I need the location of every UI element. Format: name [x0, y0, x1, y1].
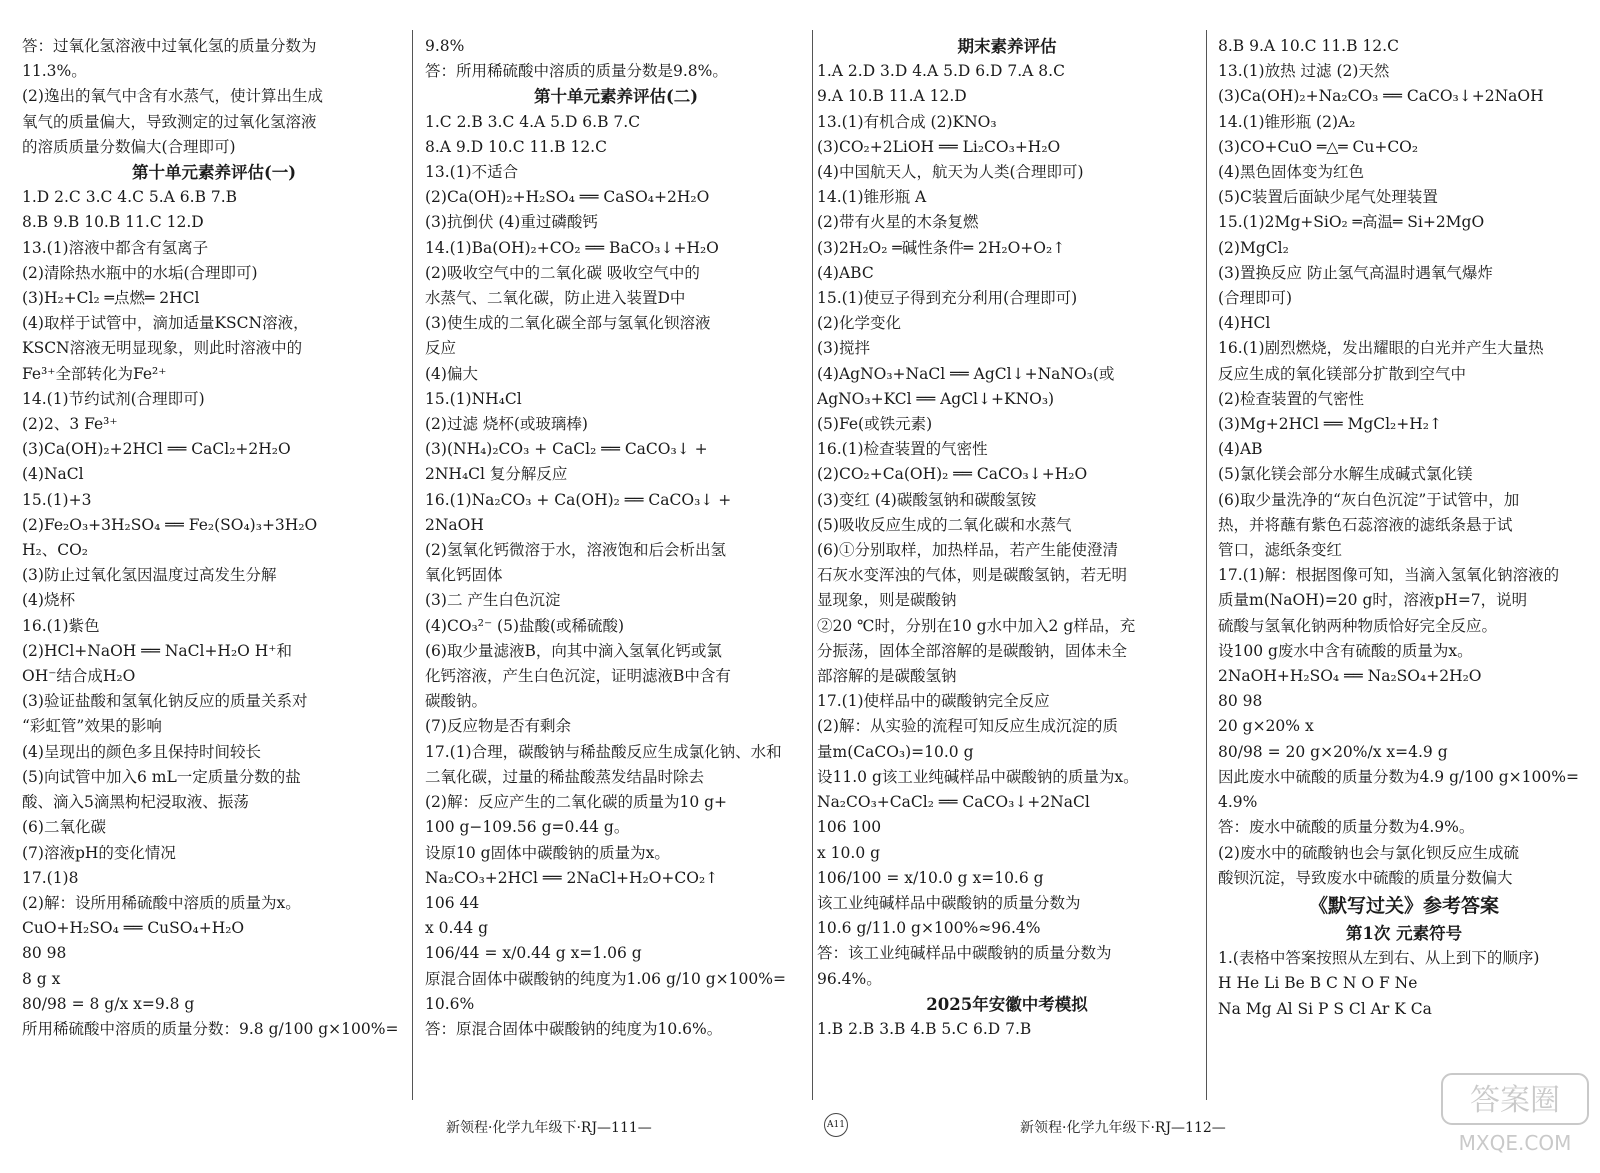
- answer-line: 80/98 = 20 g×20%/x x=4.9 g: [1218, 742, 1448, 761]
- answer-line: 20 g×20% x: [1218, 717, 1314, 736]
- section-heading: 第1次 元素符号: [1345, 923, 1463, 943]
- answer-line: 答：所用稀硫酸中溶质的质量分数是9.8%。: [425, 62, 728, 81]
- answer-line: (2)解：反应产生的二氧化碳的质量为10 g+: [425, 793, 728, 812]
- answer-line: 酸、滴入5滴黑枸杞浸取液、振荡: [22, 793, 249, 812]
- answer-line: (2)化学变化: [817, 314, 901, 333]
- answer-line: 答：原混合固体中碳酸钠的纯度为10.6%。: [425, 1019, 723, 1038]
- column-divider: [812, 30, 813, 1100]
- answer-line: 13.(1)有机合成 (2)KNO₃: [817, 112, 997, 131]
- answer-line: 2NH₄Cl 复分解反应: [425, 465, 568, 484]
- answer-line: 14.(1)Ba(OH)₂+CO₂ ══ BaCO₃↓+H₂O: [425, 238, 719, 257]
- answer-line: (4)HCl: [1218, 314, 1271, 333]
- answer-line: 13.(1)溶液中都含有氢离子: [22, 238, 209, 257]
- answer-line: 1.B 2.B 3.B 4.B 5.C 6.D 7.B: [817, 1019, 1032, 1038]
- answer-line: 该工业纯碱样品中碳酸钠的质量分数为: [817, 893, 1081, 912]
- answer-line: (2)过滤 烧杯(或玻璃棒): [425, 415, 588, 434]
- answer-line: (5)Fe(或铁元素): [817, 415, 933, 434]
- answer-line: (4)CO₃²⁻ (5)盐酸(或稀硫酸): [425, 616, 625, 635]
- page-badge: A11: [824, 1113, 848, 1137]
- answer-line: (2)Fe₂O₃+3H₂SO₄ ══ Fe₂(SO₄)₃+3H₂O: [22, 515, 318, 534]
- answer-line: 80/98 = 8 g/x x=9.8 g: [22, 994, 195, 1013]
- answer-line: (6)取少量滤液B，向其中滴入氢氧化钙或氯: [425, 641, 722, 660]
- answer-line: (4)取样于试管中，滴加适量KSCN溶液，: [22, 314, 309, 333]
- answer-line: 17.(1)使样品中的碳酸钠完全反应: [817, 692, 1050, 711]
- answer-line: (6)①分别取样，加热样品，若产生能使澄清: [817, 541, 1118, 560]
- answer-line: (4)偏大: [425, 364, 478, 383]
- answer-line: CuO+H₂SO₄ ══ CuSO₄+H₂O: [22, 919, 245, 938]
- answer-line: 13.(1)不适合: [425, 163, 519, 182]
- answer-line: (2)吸收空气中的二氧化碳 吸收空气中的: [425, 263, 700, 282]
- answer-line: 10.6 g/11.0 g×100%≈96.4%: [817, 919, 1041, 938]
- answer-line: x 0.44 g: [425, 919, 489, 938]
- answer-line: (4)AB: [1218, 440, 1263, 459]
- answer-line: 106/44 = x/0.44 g x=1.06 g: [425, 944, 642, 963]
- answer-line: (6)二氧化碳: [22, 818, 106, 837]
- answer-line: 80 98: [1218, 692, 1263, 711]
- answer-line: 8.B 9.B 10.B 11.C 12.D: [22, 213, 204, 232]
- answer-line: Fe³⁺全部转化为Fe²⁺: [22, 364, 167, 383]
- answer-line: KSCN溶液无明显现象，则此时溶液中的: [22, 339, 303, 358]
- answer-line: (2)逸出的氧气中含有水蒸气，使计算出生成: [22, 87, 323, 106]
- section-heading: 期末素养评估: [957, 37, 1057, 56]
- answer-line: 二氧化碳，过量的稀盐酸蒸发结晶时除去: [425, 767, 705, 786]
- answer-line: (2)2、3 Fe³⁺: [22, 415, 118, 434]
- answer-line: (2)解：从实验的流程可知反应生成沉淀的质: [817, 717, 1118, 736]
- answer-line: (5)向试管中加入6 mL一定质量分数的盐: [22, 767, 301, 786]
- answer-line: 答：废水中硫酸的质量分数为4.9%。: [1218, 818, 1475, 837]
- answer-line: 9.8%: [425, 37, 465, 55]
- answer-line: (3)抗倒伏 (4)重过磷酸钙: [425, 213, 598, 232]
- answer-line: (5)氯化镁会部分水解生成碱式氯化镁: [1218, 465, 1473, 484]
- answer-line: 17.(1)8: [22, 868, 79, 887]
- answer-line: 15.(1)+3: [22, 490, 92, 509]
- answer-line: 8 g x: [22, 969, 61, 988]
- answer-line: (3)2H₂O₂ ═碱性条件═ 2H₂O+O₂↑: [817, 238, 1066, 257]
- answer-line: (3)CO₂+2LiOH ══ Li₂CO₃+H₂O: [817, 137, 1061, 156]
- answer-line: 设100 g废水中含有硫酸的质量为x。: [1218, 641, 1473, 660]
- answer-line: 17.(1)合理，碳酸钠与稀盐酸反应生成氯化钠、水和: [425, 742, 782, 761]
- answer-line: 96.4%。: [817, 969, 882, 988]
- answer-line: 质量m(NaOH)=20 g时，溶液pH=7，说明: [1218, 591, 1528, 610]
- answer-line: AgNO₃+KCl ══ AgCl↓+KNO₃): [817, 389, 1055, 408]
- answer-line: (2)氢氧化钙微溶于水，溶液饱和后会析出氢: [425, 541, 726, 560]
- answer-line: (4)烧杯: [22, 591, 75, 610]
- page-footer-left: 新领程·化学九年级下·RJ—111—: [446, 1120, 652, 1136]
- answer-line: 13.(1)放热 过滤 (2)天然: [1218, 62, 1390, 81]
- answer-line: 显现象，则是碳酸钠: [817, 591, 957, 610]
- section-heading: 第十单元素养评估(一): [131, 163, 297, 183]
- answer-line: 106 44: [425, 893, 480, 912]
- answer-line: 氧气的质量偏大，导致测定的过氧化氢溶液: [22, 112, 317, 131]
- answer-line: 2NaOH+H₂SO₄ ══ Na₂SO₄+2H₂O: [1218, 667, 1482, 686]
- answer-line: Na₂CO₃+CaCl₂ ══ CaCO₃↓+2NaCl: [817, 793, 1090, 812]
- answer-line: H₂、CO₂: [22, 541, 89, 560]
- answer-line: (合理即可): [1218, 289, 1293, 308]
- answer-line: 2NaOH: [425, 515, 484, 534]
- answer-line: 9.A 10.B 11.A 12.D: [817, 87, 967, 106]
- section-heading: 2025年安徽中考模拟: [926, 994, 1088, 1014]
- answer-line: (5)吸收反应生成的二氧化碳和水蒸气: [817, 515, 1072, 534]
- answer-line: 1.(表格中答案按照从左到右、从上到下的顺序): [1218, 949, 1540, 968]
- page-footer-right: 新领程·化学九年级下·RJ—112—: [1020, 1120, 1226, 1136]
- answer-line: x 10.0 g: [817, 843, 881, 862]
- answer-line: (4)ABC: [817, 263, 874, 282]
- answer-line: (2)检查装置的气密性: [1218, 389, 1364, 408]
- answer-line: 11.3%。: [22, 62, 87, 81]
- answer-line: 酸钡沉淀，导致废水中硫酸的质量分数偏大: [1218, 868, 1513, 887]
- answer-line: 16.(1)检查装置的气密性: [817, 440, 988, 459]
- answer-line: (3)(NH₄)₂CO₃ + CaCl₂ ══ CaCO₃↓ +: [425, 440, 708, 459]
- answer-line: 化钙溶液，产生白色沉淀，证明滤液B中含有: [425, 667, 731, 686]
- answer-line: 答：过氧化氢溶液中过氧化氢的质量分数为: [22, 37, 317, 55]
- answer-line: (7)反应物是否有剩余: [425, 717, 571, 736]
- answer-line: (3)使生成的二氧化碳全部与氢氧化钡溶液: [425, 314, 711, 333]
- watermark-logo: [1440, 1070, 1590, 1160]
- answer-line: (3)验证盐酸和氢氧化钠反应的质量关系对: [22, 692, 308, 711]
- answer-line: (2)清除热水瓶中的水垢(合理即可): [22, 263, 258, 282]
- answer-line: 15.(1)2Mg+SiO₂ ═高温═ Si+2MgO: [1218, 213, 1485, 232]
- answer-line: 106/100 = x/10.0 g x=10.6 g: [817, 868, 1044, 887]
- answer-line: (3)二 产生白色沉淀: [425, 591, 561, 610]
- answer-line: “彩虹管”效果的影响: [22, 717, 162, 736]
- answer-line: (2)HCl+NaOH ══ NaCl+H₂O H⁺和: [22, 641, 292, 660]
- answer-line: 部溶解的是碳酸氢钠: [817, 667, 957, 686]
- answer-line: (2)MgCl₂: [1218, 238, 1289, 257]
- answer-line: 14.(1)锥形瓶 A: [817, 188, 927, 207]
- section-heading: 第十单元素养评估(二): [533, 87, 699, 107]
- answer-column-4: [1218, 34, 1590, 1114]
- answer-line: 管口，滤纸条变红: [1218, 541, 1343, 560]
- answer-line: 热，并将蘸有紫色石蕊溶液的滤纸条悬于试: [1218, 515, 1513, 534]
- answer-line: (3)Ca(OH)₂+Na₂CO₃ ══ CaCO₃↓+2NaOH: [1218, 87, 1544, 106]
- answer-line: (4)黑色固体变为红色: [1218, 163, 1364, 182]
- answer-line: 水蒸气、二氧化碳，防止进入装置D中: [425, 289, 686, 308]
- answer-line: 的溶质质量分数偏大(合理即可): [22, 137, 236, 156]
- answer-line: (3)防止过氧化氢因温度过高发生分解: [22, 566, 277, 585]
- answer-line: 原混合固体中碳酸钠的纯度为1.06 g/10 g×100%=: [425, 969, 786, 988]
- answer-line: 因此废水中硫酸的质量分数为4.9 g/100 g×100%=: [1218, 767, 1579, 786]
- answer-line: (3)Mg+2HCl ══ MgCl₂+H₂↑: [1218, 415, 1442, 434]
- answer-line: 16.(1)剧烈燃烧，发出耀眼的白光并产生大量热: [1218, 339, 1544, 358]
- answer-line: (5)C装置后面缺少尾气处理装置: [1218, 188, 1438, 207]
- answer-line: 碳酸钠。: [425, 692, 488, 711]
- watermark-text: 答案圈: [1470, 1083, 1560, 1118]
- answer-line: 8.B 9.A 10.C 11.B 12.C: [1218, 37, 1399, 55]
- answer-line: 设11.0 g该工业纯碱样品中碳酸钠的质量为x。: [817, 767, 1139, 786]
- answer-line: (3)CO+CuO ═△═ Cu+CO₂: [1218, 137, 1419, 156]
- watermark-url: MXQE.COM: [1458, 1131, 1572, 1155]
- answer-line: 15.(1)NH₄Cl: [425, 389, 522, 408]
- answer-line: 17.(1)解：根据图像可知，当滴入氢氧化钠溶液的: [1218, 566, 1560, 585]
- answer-line: 1.D 2.C 3.C 4.C 5.A 6.B 7.B: [22, 188, 238, 207]
- answer-line: (2)带有火星的木条复燃: [817, 213, 979, 232]
- answer-line: 答：该工业纯碱样品中碳酸钠的质量分数为: [817, 944, 1112, 963]
- answer-line: (7)溶液pH的变化情况: [22, 843, 176, 862]
- answer-line: 量m(CaCO₃)=10.0 g: [817, 742, 974, 761]
- answer-line: 80 98: [22, 944, 67, 963]
- answer-line: 4.9%: [1218, 793, 1258, 812]
- answer-line: 硫酸与氢氧化钠两种物质恰好完全反应。: [1218, 616, 1498, 635]
- answer-line: 1.C 2.B 3.C 4.A 5.D 6.B 7.C: [425, 112, 641, 131]
- answer-line: 分振荡，固体全部溶解的是碳酸钠，固体未全: [817, 641, 1128, 660]
- answer-line: Na Mg Al Si P S Cl Ar K Ca: [1218, 999, 1432, 1018]
- answer-line: 8.A 9.D 10.C 11.B 12.C: [425, 137, 607, 156]
- answer-line: (3)Ca(OH)₂+2HCl ══ CaCl₂+2H₂O: [22, 440, 291, 459]
- answer-line: (4)AgNO₃+NaCl ══ AgCl↓+NaNO₃(或: [817, 364, 1115, 383]
- answer-line: 所用稀硫酸中溶质的质量分数：9.8 g/100 g×100%=: [22, 1019, 399, 1038]
- answer-line: 氧化钙固体: [425, 566, 503, 585]
- answer-line: (4)中国航天人，航天为人类(合理即可): [817, 163, 1084, 182]
- answer-column-2: [425, 34, 807, 1114]
- answer-line: (3)变红 (4)碳酸氢钠和碳酸氢铵: [817, 490, 1037, 509]
- answer-line: (6)取少量洗净的“灰白色沉淀”于试管中，加: [1218, 490, 1520, 509]
- answer-line: 10.6%: [425, 994, 475, 1013]
- answer-column-3: [817, 34, 1197, 1114]
- answer-line: (2)解：设所用稀硫酸中溶质的质量为x。: [22, 893, 301, 912]
- answer-line: (3)H₂+Cl₂ ═点燃═ 2HCl: [22, 289, 200, 308]
- answer-line: 石灰水变浑浊的气体，则是碳酸氢钠，若无明: [817, 566, 1128, 585]
- answer-line: (3)置换反应 防止氢气高温时遇氧气爆炸: [1218, 263, 1493, 282]
- answer-line: 100 g−109.56 g=0.44 g。: [425, 818, 630, 837]
- answer-line: OH⁻结合成H₂O: [22, 667, 136, 686]
- answer-line: (3)搅拌: [817, 339, 870, 358]
- answer-line: H He Li Be B C N O F Ne: [1218, 974, 1418, 993]
- answer-line: 设原10 g固体中碳酸钠的质量为x。: [425, 843, 670, 862]
- answer-line: 15.(1)使豆子得到充分利用(合理即可): [817, 289, 1078, 308]
- answer-line: 16.(1)Na₂CO₃ + Ca(OH)₂ ══ CaCO₃↓ +: [425, 490, 732, 509]
- answer-line: (2)CO₂+Ca(OH)₂ ══ CaCO₃↓+H₂O: [817, 465, 1088, 484]
- answer-column-1: [22, 34, 406, 1114]
- answer-line: (4)呈现出的颜色多且保持时间较长: [22, 742, 261, 761]
- answer-line: 14.(1)节约试剂(合理即可): [22, 389, 205, 408]
- column-divider: [412, 30, 413, 1100]
- section-title: 《默写过关》参考答案: [1308, 894, 1499, 917]
- answer-line: ②20 ℃时，分别在10 g水中加入2 g样品，充: [817, 616, 1136, 635]
- answer-line: (2)废水中的硫酸钠也会与氯化钡反应生成硫: [1218, 843, 1519, 862]
- answer-line: (4)NaCl: [22, 465, 84, 484]
- answer-line: (2)Ca(OH)₂+H₂SO₄ ══ CaSO₄+2H₂O: [425, 188, 710, 207]
- answer-line: 反应: [425, 339, 457, 358]
- answer-line: Na₂CO₃+2HCl ══ 2NaCl+H₂O+CO₂↑: [425, 868, 719, 887]
- answer-line: 反应生成的氧化镁部分扩散到空气中: [1218, 364, 1467, 383]
- answer-line: 106 100: [817, 818, 882, 837]
- answer-line: 16.(1)紫色: [22, 616, 100, 635]
- answer-line: 1.A 2.D 3.D 4.A 5.D 6.D 7.A 8.C: [817, 62, 1065, 81]
- answer-line: 14.(1)锥形瓶 (2)A₂: [1218, 112, 1356, 131]
- column-divider: [1206, 30, 1207, 1100]
